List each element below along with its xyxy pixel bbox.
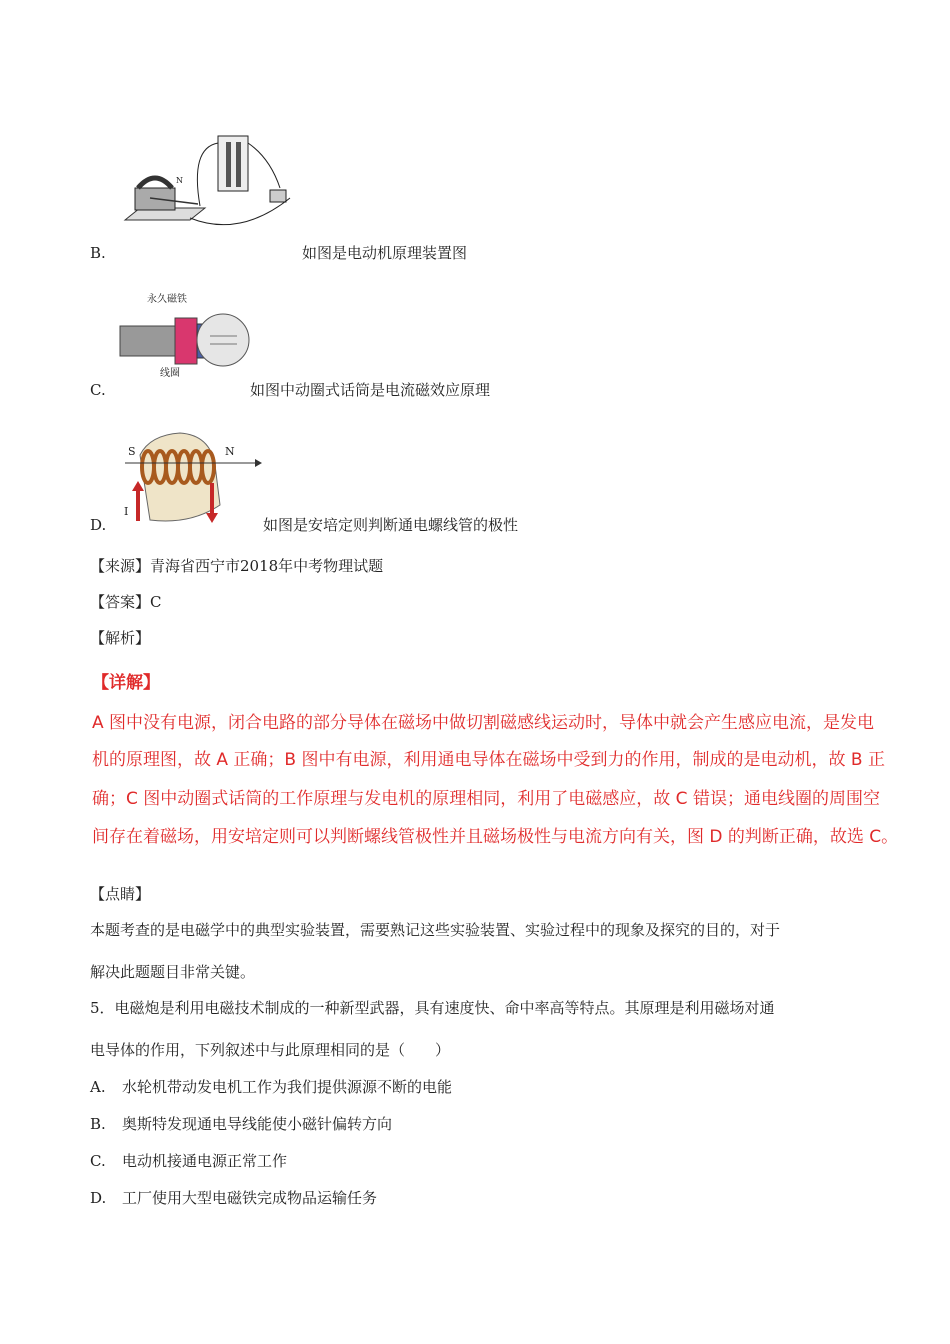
current-label: I xyxy=(124,505,129,518)
option-d-letter: D. xyxy=(90,516,107,534)
n-pole-label: N xyxy=(225,445,235,458)
answer-line: 【答案】C xyxy=(90,593,162,611)
detail-line: A 图中没有电源，闭合电路的部分导体在磁场中做切割磁感线运动时，导体中就会产生感应电流，是发电 xyxy=(92,713,875,733)
s-pole-label: S xyxy=(128,445,136,458)
q5-option-c-text: 电动机接通电源正常工作 xyxy=(122,1152,288,1170)
svg-text:N: N xyxy=(176,176,183,185)
q5-option-b-letter: B. xyxy=(90,1115,106,1133)
comment-line: 本题考查的是电磁学中的典型实验装置，需要熟记这些实验装置、实验过程中的现象及探究的目的，对于 xyxy=(90,921,781,939)
source-line: 【来源】青海省西宁市2018年中考物理试题 xyxy=(90,557,384,575)
magnet-label: 永久磁铁 xyxy=(147,294,187,305)
comment-line: 解决此题题目非常关键。 xyxy=(90,963,256,981)
solenoid-hand-figure xyxy=(120,425,262,527)
detail-line: 确；C 图中动圈式话筒的工作原理与发电机的原理相同，利用了电磁感应，故 C 错误；通电线圈的周围空 xyxy=(92,789,880,809)
q5-option-d-letter: D. xyxy=(90,1189,107,1207)
q5-option-c-letter: C. xyxy=(90,1152,106,1170)
microphone-figure xyxy=(115,288,250,380)
option-b-letter: B. xyxy=(90,244,106,262)
coil-label: 线圈 xyxy=(160,368,180,379)
q5-option-b-text: 奥斯特发现通电导线能使小磁针偏转方向 xyxy=(122,1115,393,1133)
q5-option-a-letter: A. xyxy=(90,1078,106,1096)
option-c-caption: 如图中动圈式话筒是电流磁效应原理 xyxy=(250,381,491,399)
q5-option-d-text: 工厂使用大型电磁铁完成物品运输任务 xyxy=(122,1189,378,1207)
question-5-stem: 5．电磁炮是利用电磁技术制成的一种新型武器，具有速度快、命中率高等特点。其原理是利用磁场对通 xyxy=(90,999,775,1017)
option-c-letter: C. xyxy=(90,381,106,399)
detail-heading: 【详解】 xyxy=(92,673,160,693)
detail-line: 间存在着磁场，用安培定则可以判断螺线管极性并且磁场极性与电流方向有关，图 D 的判断正确，故选 C。 xyxy=(92,827,899,847)
comment-heading: 【点睛】 xyxy=(90,885,151,903)
detail-line: 机的原理图，故 A 正确；B 图中有电源，利用通电导体在磁场中受到力的作用，制成的是电动机，故 B 正 xyxy=(92,750,885,770)
option-d-caption: 如图是安培定则判断通电螺线管的极性 xyxy=(263,516,519,534)
q5-option-a-text: 水轮机带动发电机工作为我们提供源源不断的电能 xyxy=(122,1078,453,1096)
analysis-heading: 【解析】 xyxy=(90,629,151,647)
question-5-stem: 电导体的作用，下列叙述中与此原理相同的是（ ） xyxy=(90,1041,451,1059)
option-b-caption: 如图是电动机原理装置图 xyxy=(302,244,468,262)
motor-apparatus-figure xyxy=(120,128,295,238)
